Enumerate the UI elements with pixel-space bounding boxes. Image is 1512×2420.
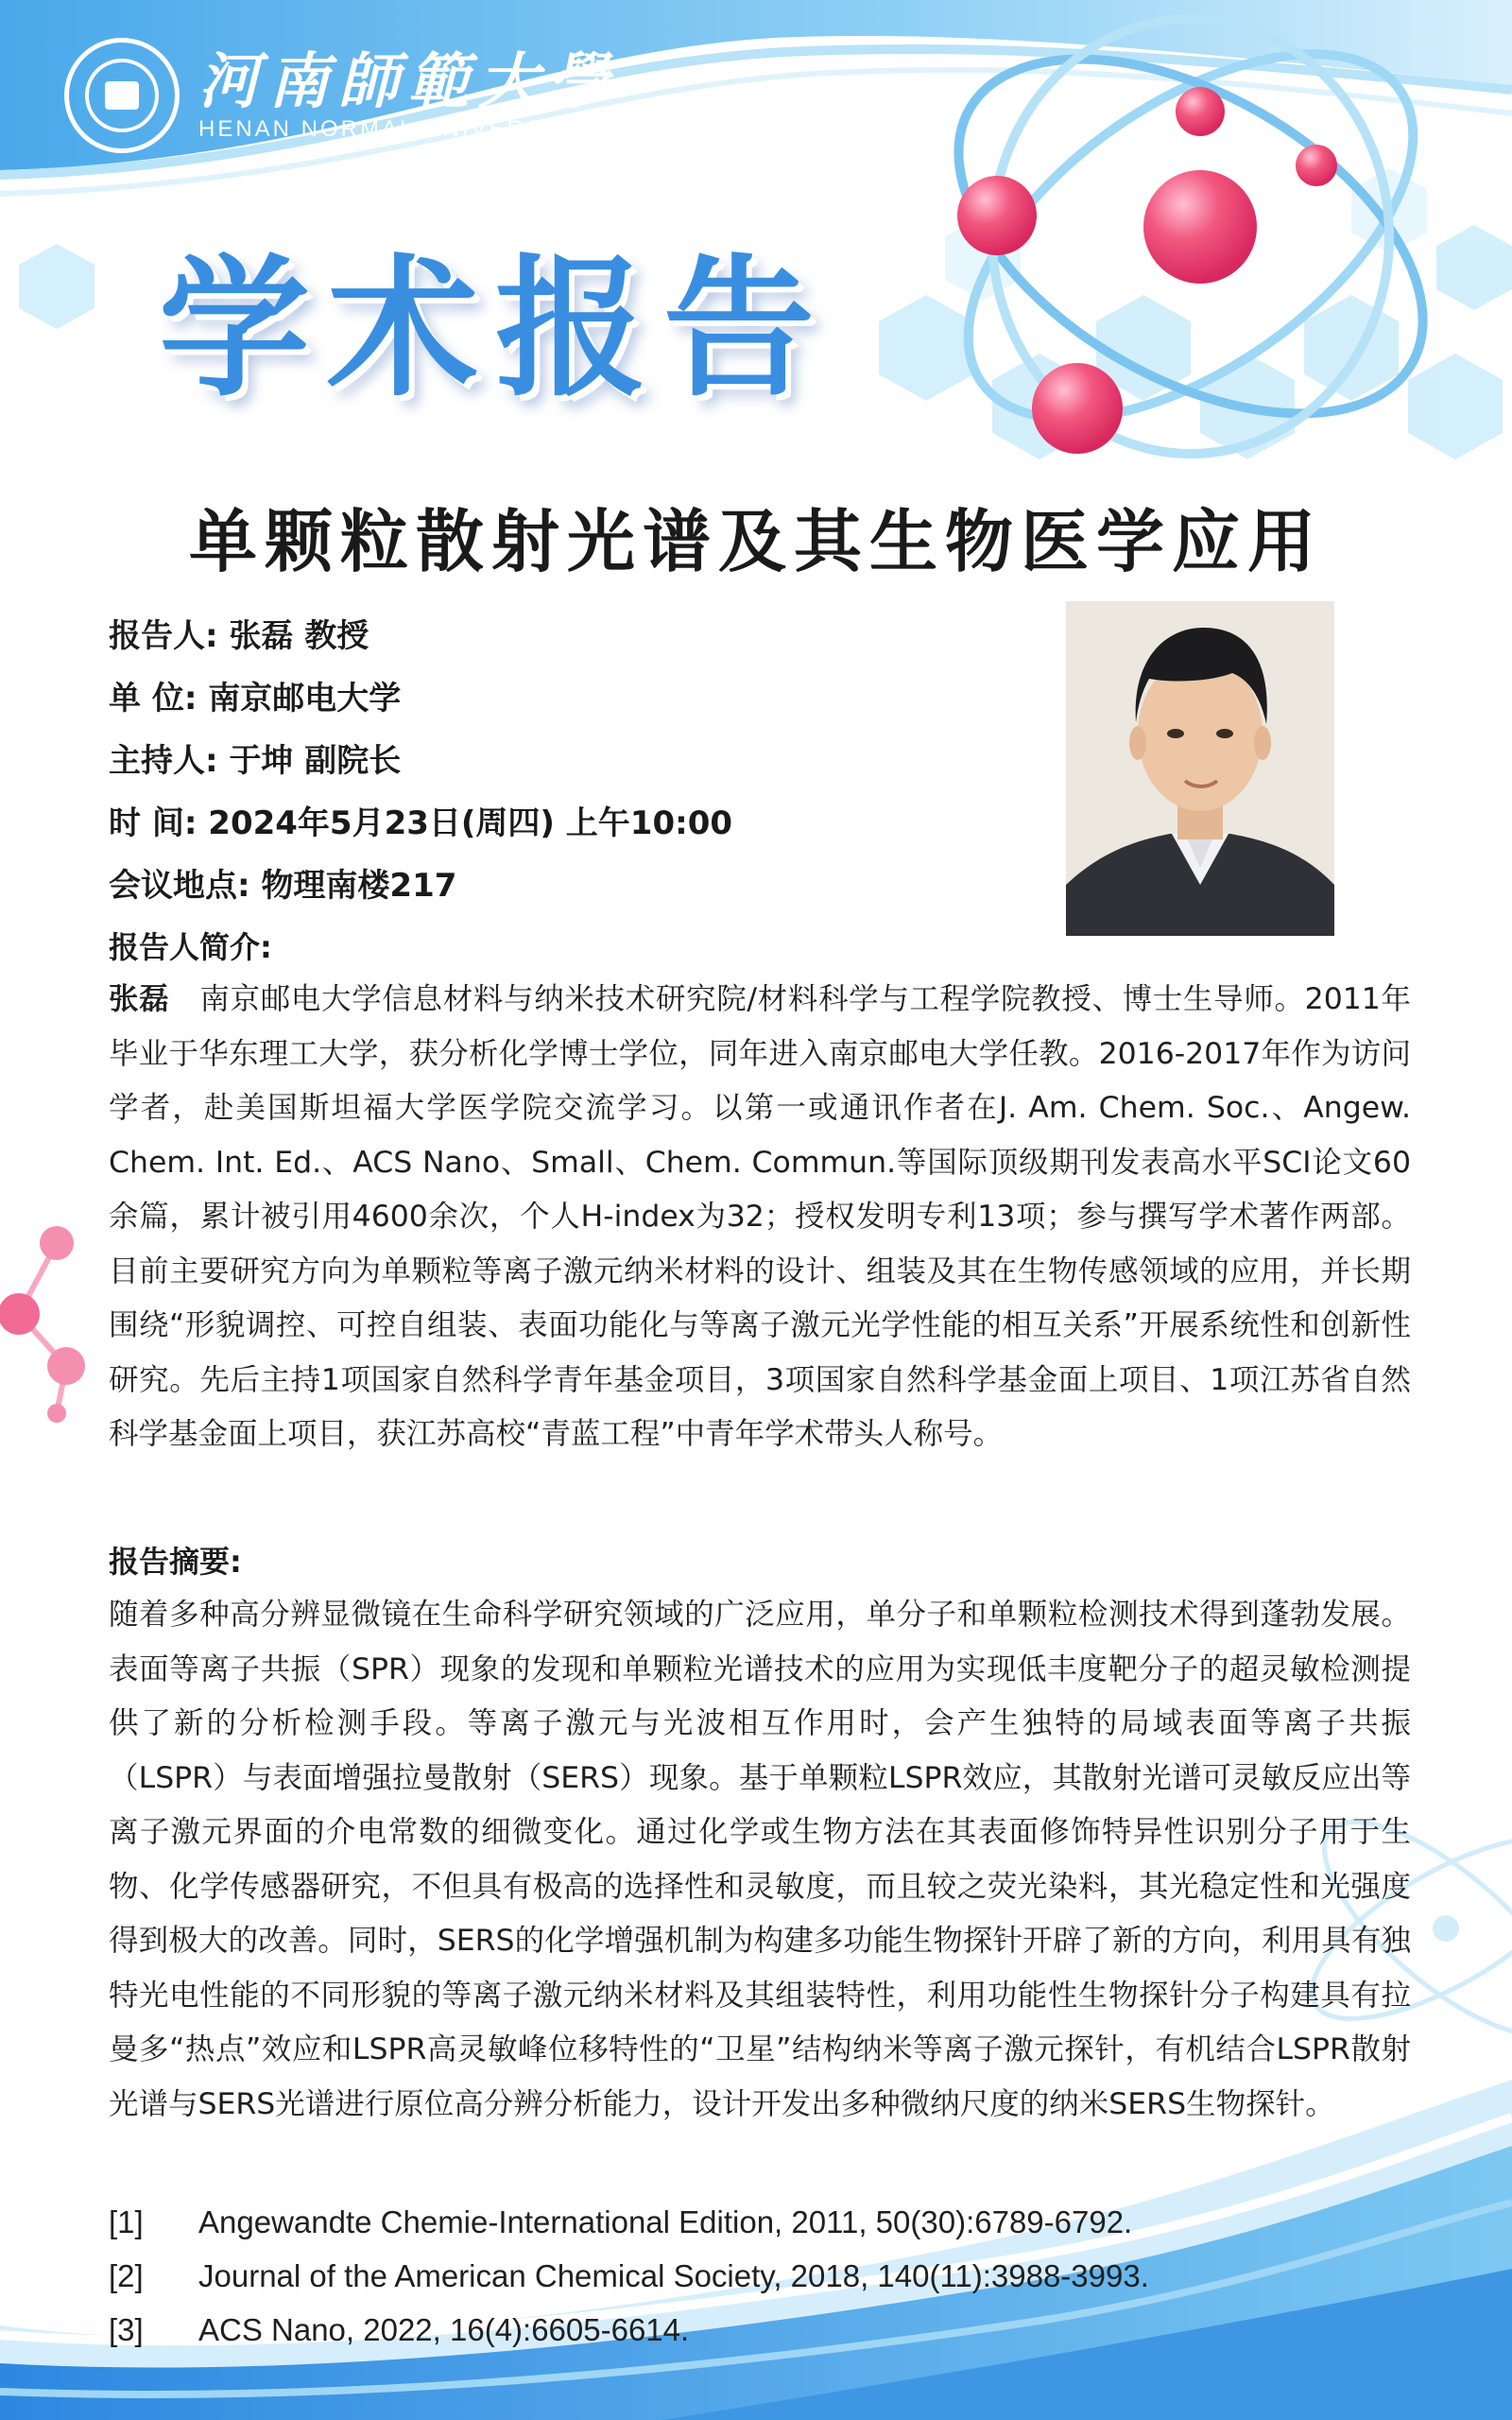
info-row-venue: 会议地点: 物理南楼217 xyxy=(109,867,457,905)
info-row-speaker: 报告人: 张磊 教授 xyxy=(109,617,369,655)
university-logo xyxy=(64,38,618,153)
reference-item: [3] ACS Nano, 2022, 16(4):6605-6614. xyxy=(109,2312,690,2347)
bio-name: 张磊 xyxy=(109,982,170,1016)
university-name-cn: 河南師範大學 xyxy=(198,46,618,117)
bio-heading: 报告人简介: xyxy=(109,929,272,965)
abstract-text: 随着多种高分辨显微镜在生命科学研究领域的广泛应用，单分子和单颗粒检测技术得到蓬勃发展。表面等离子共振（SPR）现象的发现和单颗粒光谱技术的应用为实现低丰度靶分子的超灵敏检测提供了新的分析检测手段。等离子激元与光波相互作用时，会产生独特的局域表面等离子共振（LSPR）与表面增强拉曼散射（SERS）现象。基于单颗粒LSPR效应，其散射光谱可灵敏反应出等离子激元界面的介电常数的细微变化。通过化学或生物方法在其表面修饰特异性识别分子用于生物、化学传感器研究，不但具有极高的选择性和灵敏度，而且较之荧光染料，其光稳定性和光强度得到极大的改善。同时，SERS的化学增强机制为构建多功能生物探针开辟了新的方向，利用具有独特光电性能的不同形貌的等离子激元纳米材料及其组装特性，利用功能性生物探针分子构建具有拉曼多“热点”效应和LSPR高灵敏峰位移特性的“卫星”结构纳米等离子激元探针，有机结合LSPR散射光谱与SERS光谱进行原位高分辨分析能力，设计开发出多种微纳尺度的纳米SERS生物探针。 xyxy=(109,1598,1411,2121)
abstract-heading: 报告摘要: xyxy=(109,1544,242,1580)
banner-title: 学术报告 xyxy=(159,240,833,417)
reference-item: [2] Journal of the American Chemical Society, 2018, 140(11):3988-3993. xyxy=(109,2258,1149,2293)
event-info xyxy=(109,605,732,917)
reference-item: [1] Angewandte Chemie-International Edition, 2011, 50(30):6789-6792. xyxy=(109,2204,1133,2239)
university-name-en: HENAN NORMAL UNIVERSITY xyxy=(198,116,589,142)
speaker-photo xyxy=(1066,601,1334,936)
references xyxy=(109,2195,1149,2357)
info-row-affiliation: 单 位: 南京邮电大学 xyxy=(109,680,402,717)
info-row-time: 时 间: 2024年5月23日(周四) 上午10:00 xyxy=(109,804,733,842)
info-row-host: 主持人: 于坤 副院长 xyxy=(109,742,402,780)
bio-text: 南京邮电大学信息材料与纳米技术研究院/材料科学与工程学院教授、博士生导师。2011年毕业于华东理工大学，获分析化学博士学位，同年进入南京邮电大学任教。2016-2017年作为访问学者，赴美国斯坦福大学医学院交流学习。以第一或通讯作者在J. Am. Chem. Soc.、Angew. Chem. Int. Ed.、ACS Nano、Small、Chem. Commun.等国际顶级期刊发表高水平SCI论文60余篇，累计被引用4600余次，个人H-index为32；授权发明专利13项；参与撰写学术著作两部。目前主要研究方向为单颗粒等离子激元纳米材料的设计、组装及其在生物传感领域的应用，并长期围绕“形貌调控、可控自组装、表面功能化与等离子激元光学性能的相互关系”开展系统性和创新性研究。先后主持1项国家自然科学青年基金项目，3项国家自然科学基金面上项目、1项江苏省自然科学基金面上项目，获江苏高校“青蓝工程”中青年学术带头人称号。 xyxy=(109,982,1411,1451)
report-title: 单颗粒散射光谱及其生物医学应用 xyxy=(188,502,1323,581)
university-seal-icon xyxy=(64,38,180,153)
bio-paragraph xyxy=(109,973,1411,1462)
